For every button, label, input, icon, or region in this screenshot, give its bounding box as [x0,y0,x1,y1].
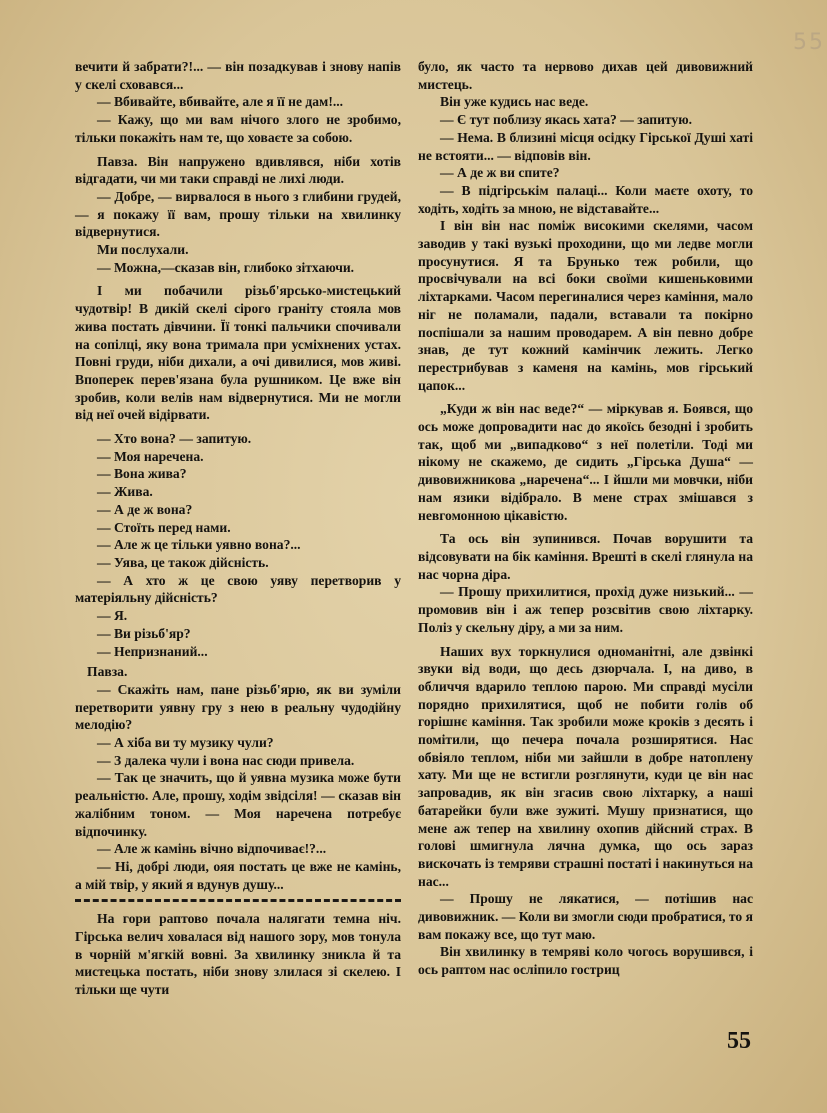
paragraph: — Нема. В близині місця осідку Гірської Душі хаті не встояти... — відповів він. [418,129,753,163]
paragraph: — З далека чули і вона нас сюди привела. [97,752,355,768]
paragraph: Наших вух торкнулися одноманітні, але дзвінкі звуки від води, що десь дзюрчала. І, на диво, в обличчя вдарило теплою парою. Ми справді мусіли порядно прихилятися, щоб не побити голів об горішнє каміння. Так зробили може кроків з десять і помітили, що печера почала розширятися. Нас обвіяло теплом, ніби ми зайшли в добре натоплену хату. Ми ще не встигли розглянути, куди це він нас запровадив, як він згасив свою ліхтарку, а наші батарейки були вже зужиті. Мушу признатися, що мене аж тепер на хвилину охопив дійсний страх. В голові шмигнула лячна думка, що ось зараз вискочать із темряви страшні постаті і накинуться на нас... [418,643,753,889]
paragraph: Павза. [87,664,128,680]
paragraph: — Моя наречена. [97,448,204,464]
paragraph: Та ось він зупинився. Почав ворушити та відсовувати на бік каміння. Врешті в скелі глянула на нас чорна діра. [418,531,753,582]
paragraph: — Стоїть перед нами. [97,519,231,535]
paragraph: — А хіба ви ту музику чули? [97,735,274,751]
paragraph: — Можна,—сказав він, глибоко зітхаючи. [97,259,355,275]
paragraph: Він хвилинку в темряві коло чогось ворушився, і ось раптом нас осліпило гостриц [418,944,753,978]
paragraph: Павза. Він напружено вдивлявся, ніби хотів відгадати, чи ми таки справді не лихі люди. [75,153,401,187]
paragraph: — Скажіть нам, пане різьб'ярю, як ви зуміли перетворити уявну гру з нею в реальну чудодійну мелодію? [75,681,401,733]
paragraph: — Вона жива? [97,466,187,482]
corner-page-mark: 55 [793,30,825,55]
paragraph: І він він нас поміж високими скелями, часом заводив у такі вузькі проходини, що ми ледве могли просунутися. Я та Брунько теж робили, що просвічували на всі боки своїми кишеньковими ліхтарками. Часом перегиналися через каміння, мало ніг не поламали, падали, вставали та покірно поспішали за нашим проводарем. А він певно добре знав, де тут кожний камінчик лежить. Легко перестрибував з каменя на камінь, мов гірський цапок... [418,218,753,393]
paragraph: — Ні, добрі люди, ояя постать це вже не камінь, а мій твір, у який я вдунув душу... [75,858,401,892]
paragraph: — Жива. [97,484,153,500]
paragraph: — Уява, це також дійсність. [97,554,269,570]
paragraph: — Є тут поблизу якась хата? — запитую. [440,112,693,128]
paragraph: — Кажу, що ми вам нічого злого не зробимо, тільки покажіть нам те, що ховаєте за собою. [75,112,401,145]
paragraph: — Прошу прихилитися, прохід дуже низький... — промовив він і аж тепер розсвітив свою ліхтарку. Поліз у скельну діру, а ми за ним. [418,584,753,635]
paragraph: „Куди ж він нас веде?“ — міркував я. Боявся, що ось може допровадити нас до якоїсь безодні і зробить так, щоб ми „випадково“ з неї полетіли. Тоді ми нікому не скажемо, де сидить „Гірська Душа“ — дивовижникова „наречена“... І йшли ми мовчки, ніби нам язики відібрало. В мене страх змішався з невгомонною цікавістю. [418,401,753,523]
paragraph: — А де ж ви спите? [440,165,560,181]
paragraph: — Вбивайте, вбивайте, але я її не дам!... [97,94,344,110]
section-divider [75,899,401,902]
paragraph: — Я. [97,608,128,624]
paragraph: І ми побачили різьб'ярсько-мистецький чудотвір! В дикій скелі сірого граніту стояла мов жива постать дівчини. Її тонкі пальчики спочивали на сопілці, яку вона тримала при усміхнених устах. Повні груди, ніби дихали, а очі дивилися, мов живі. Впоперек перев'язана була рушником. Це вже він зробив, коли велів нам відвернутися. Ми не могли від неї очей відірвати. [75,283,401,423]
page-number: 55 [727,1028,751,1054]
paragraph: — Прошу не лякатися, — потішив нас дивовижник. — Коли ви змогли сюди пробратися, то я вам покажу все, що тут маю. [418,891,753,942]
paragraph: — В підгірськім палаці... Коли маєте охоту, то ходіть, ходіть за мною, не відставайте... [418,182,753,216]
paragraph: — А хто ж це свою уяву перетворив у матеріяльну дійсність? [75,572,401,606]
paragraph: Він уже кудись нас веде. [440,94,589,110]
right-text-column [418,58,753,979]
paragraph: — Але ж це тільки уявно вона?... [97,537,301,553]
paragraph: — Ви різьб'яр? [97,625,191,641]
paragraph: — А де ж вона? [97,501,193,517]
paragraph: На гори раптово почала налягати темна ніч. Гірська велич ховалася від нашого зору, мов тонула в чорній м'ягкій вовні. За хвилинку зникла й та мистецька постать, ніби знову злилася зі скелею. І тільки ще чути [75,911,401,998]
paragraph: — Хто вона? — запитую. [97,431,252,447]
paragraph: — Так це значить, що й уявна музика може бути реальністю. Але, прошу, ходім звідсіля! — сказав він жалібним тоном. — Моя наречена потребує відпочинку. [75,770,401,839]
paragraph: Ми послухали. [97,242,189,258]
paragraph: вечити й забрати?!... — він позадкував і знову напів у скелі сховався... [75,59,401,92]
paragraph: було, як часто та нервово дихав цей дивовижний мистець. [418,59,753,92]
paragraph: — Добре, — вирвалося в нього з глибини грудей, — я покажу її вам, прошу тільки на хвилинку відвернутися. [75,188,401,240]
paragraph: — Непризнаний... [97,643,208,659]
paragraph: — Але ж камінь вічно відпочиває!?... [97,841,327,857]
left-text-column [75,58,401,999]
